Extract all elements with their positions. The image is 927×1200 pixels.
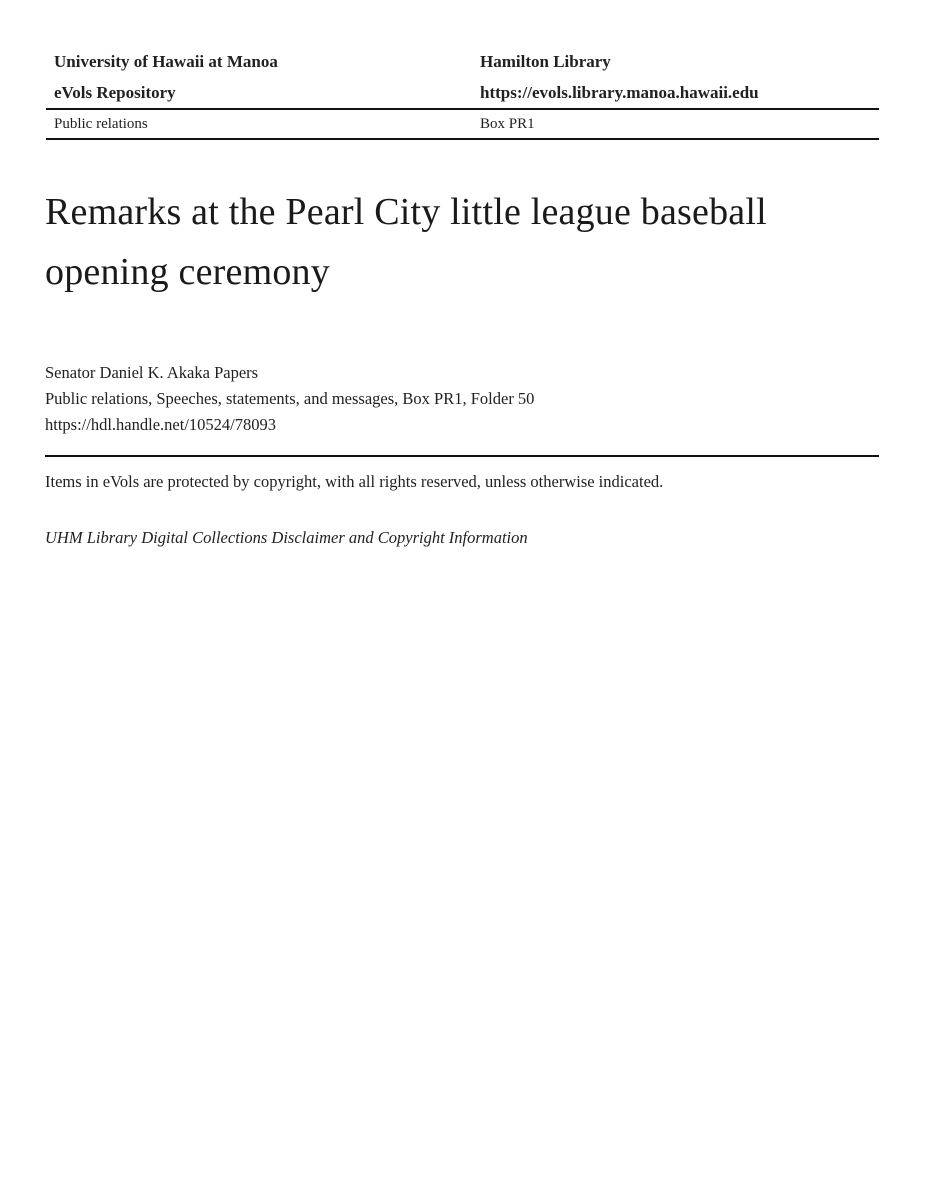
header-cell-library [472, 46, 879, 108]
institution-name: University of Hawaii at Manoa [54, 52, 278, 71]
divider-rule [45, 455, 879, 457]
collection-name: Senator Daniel K. Akaka Papers [45, 363, 259, 382]
header-table [46, 0, 879, 140]
library-name: Hamilton Library [480, 52, 611, 71]
disclaimer-link[interactable]: UHM Library Digital Collections Disclaimer and Copyright Information [45, 528, 528, 547]
repository-url[interactable]: https://evols.library.manoa.hawaii.edu [480, 83, 759, 102]
copyright-notice: Items in eVols are protected by copyright, with all rights reserved, unless otherwise indicated. [45, 472, 664, 491]
handle-url[interactable]: https://hdl.handle.net/10524/78093 [45, 415, 276, 434]
header-cell-box [472, 110, 879, 138]
header-cell-collection [46, 110, 472, 138]
box-label: Box PR1 [480, 116, 535, 132]
source-location: Public relations, Speeches, statements, and messages, Box PR1, Folder 50 [45, 389, 535, 408]
header-row-main [46, 46, 879, 110]
collection-label: Public relations [54, 116, 148, 132]
repository-name: eVols Repository [54, 83, 176, 102]
document-title: Remarks at the Pearl City little league baseball opening ceremony [45, 191, 767, 293]
header-cell-institution [46, 46, 472, 108]
metadata-block [45, 360, 879, 438]
header-row-sub [46, 110, 879, 140]
